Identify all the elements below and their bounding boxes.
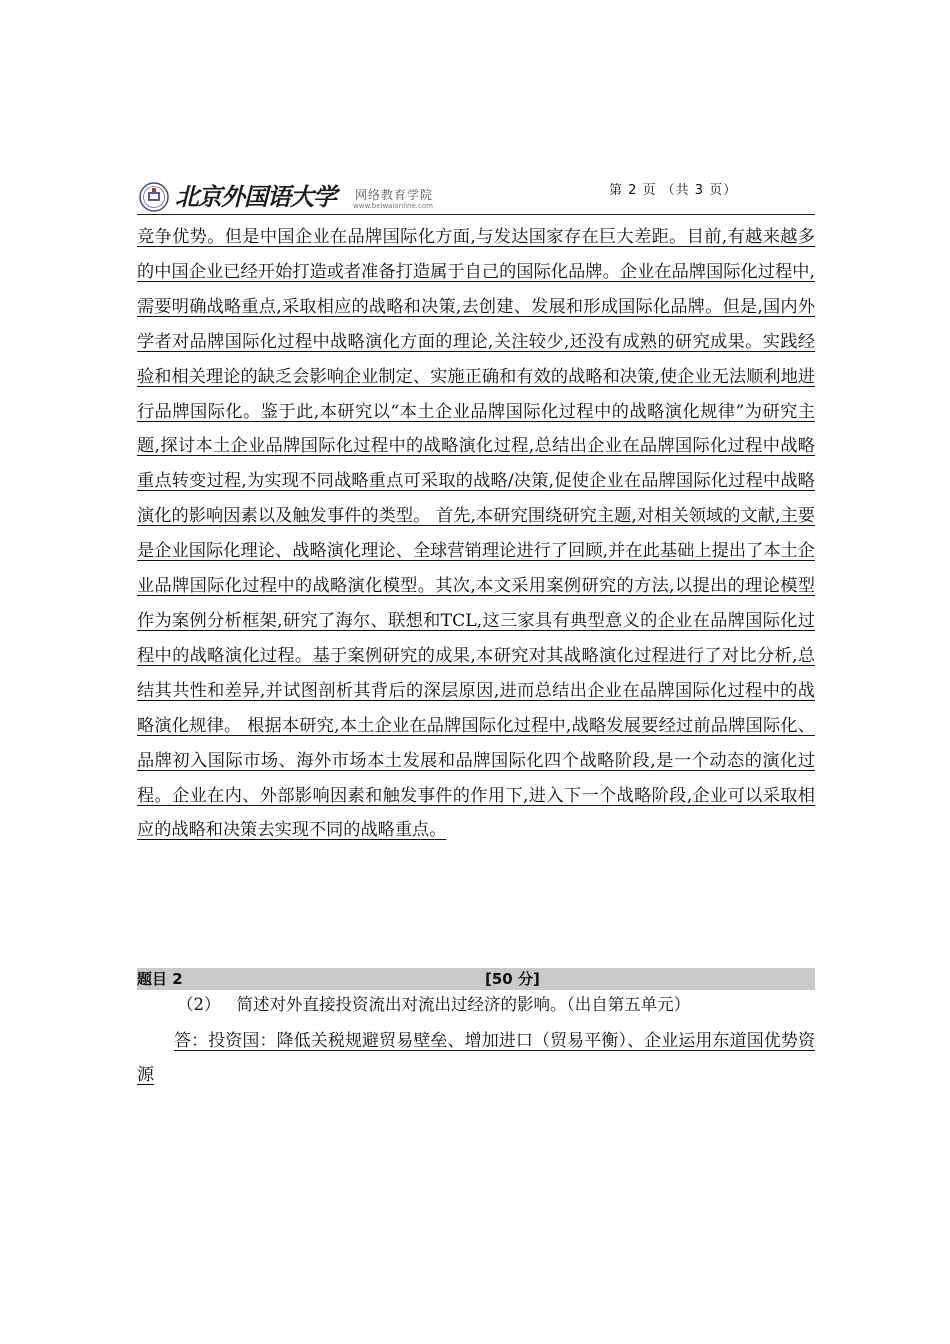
question-prompt-line: [137, 990, 815, 1020]
question-score: [50 分]: [485, 970, 540, 988]
college-url: www.beiwaionline.com: [353, 202, 433, 210]
university-seal-icon: [139, 182, 169, 212]
question-header-bar: [137, 968, 815, 990]
question-prompt: 简述对外直接投资流出对流出过经济的影响。（出自第五单元）: [236, 995, 691, 1014]
question-number: （2）: [177, 995, 221, 1014]
page-header: [137, 178, 815, 215]
body-paragraph: 竞争优势。但是中国企业在品牌国际化方面,与发达国家存在巨大差距。目前,有越来越多的中国企业已经开始打造或者准备打造属于自己的国际化品牌。企业在品牌国际化过程中,需要明确战略重点,采取相应的战略和决策,去创建、发展和形成国际化品牌。但是,国内外学者对品牌国际化过程中战略演化方面的理论,关注较少,还没有成熟的研究成果。实践经验和相关理论的缺乏会影响企业制定、实施正确和有效的战略和决策,使企业无法顺利地进行品牌国际化。鉴于此,本研究以“本土企业品牌国际化过程中的战略演化规律”为研究主题,探讨本土企业品牌国际化过程中的战略演化过程,总结出企业在品牌国际化过程中战略重点转变过程,为实现不同战略重点可采取的战略/决策,促使企业在品牌国际化过程中战略演化的影响因素以及触发事件的类型。 首先,本研究围绕研究主题,对相关领域的文献,主要是企业国际化理论、战略演化理论、全球营销理论进行了回顾,并在此基础上提出了本土企业品牌国际化过程中的战略演化模型。其次,本文采用案例研究的方法,以提出的理论模型作为案例分析框架,研究了海尔、联想和TCL,这三家具有典型意义的企业在品牌国际化过程中的战略演化过程。基于案例研究的成果,本研究对其战略演化过程进行了对比分析,总结其共性和差异,并试图剖析其背后的深层原因,进而总结出企业在品牌国际化过程中的战略演化规律。 根据本研究,本土企业在品牌国际化过程中,战略发展要经过前品牌国际化、品牌初入国际市场、海外市场本土发展和品牌国际化四个战略阶段,是一个动态的演化过程。企业在内、外部影响因素和触发事件的作用下,进入下一个战略阶段,企业可以采取相应的战略和决策去实现不同的战略重点。: [137, 227, 815, 841]
school-name-logo: 北京外国语大学: [175, 182, 336, 211]
question-title: 题目 2: [137, 970, 183, 988]
answer-paragraph: 答：投资国：降低关税规避贸易壁垒、增加进口（贸易平衡）、企业运用东道国优势资源: [137, 1031, 815, 1085]
college-name: 网络教育学院: [355, 188, 434, 202]
page-number: 第 2 页 （共 3 页）: [609, 183, 738, 198]
